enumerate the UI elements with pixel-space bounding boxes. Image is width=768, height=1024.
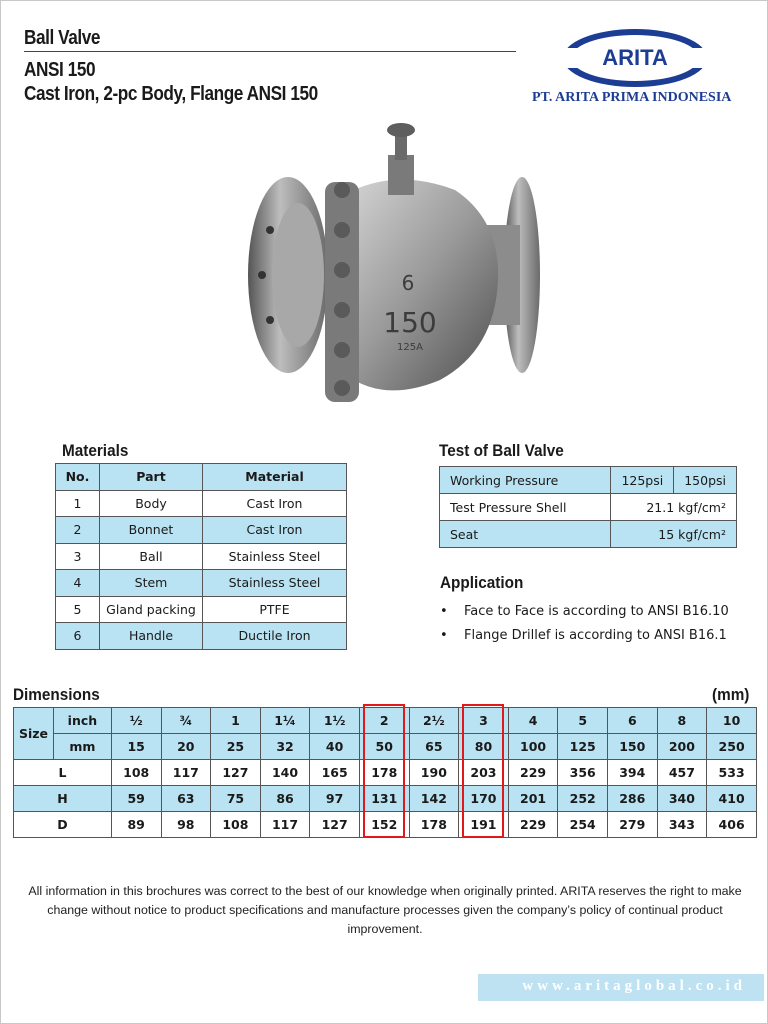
application-heading: Application: [440, 573, 524, 592]
table-row: D 89 98 108 117 127 152 178 191 229 254 279 343 406: [14, 812, 757, 838]
materials-heading: Materials: [62, 441, 129, 460]
disclaimer-text: All information in this brochures was correct to the best of our knowledge when originally printed. ARITA reserves the right to make change without notice to product specifications and manufacture processes given the company’s policy of continual product improvement.: [28, 884, 742, 936]
table-row: 5 Gland packing PTFE: [56, 596, 347, 623]
website-banner: [478, 974, 764, 1001]
product-description: Cast Iron, 2-pc Body, Flange ANSI 150: [24, 83, 318, 105]
mm-label: mm: [53, 734, 111, 760]
highlight-size-3: [462, 704, 504, 838]
col-part: Part: [100, 464, 203, 491]
table-row: Test Pressure Shell 21.1 kgf/cm²: [440, 494, 737, 521]
table-row: 4 Stem Stainless Steel: [56, 570, 347, 597]
highlight-size-2: [363, 704, 405, 838]
table-row: 6 Handle Ductile Iron: [56, 623, 347, 650]
valve-marking-class: 150: [383, 306, 437, 339]
test-table: [439, 466, 737, 548]
dimensions-unit: (mm): [712, 685, 750, 704]
seat-label: Seat: [440, 521, 611, 548]
size-label: Size: [14, 708, 54, 760]
valve-marking-size: 6: [401, 271, 415, 295]
table-row: mm 15 20 25 32 40 50 65 80 100 125 150 200 250: [14, 734, 757, 760]
product-title: Ball Valve: [24, 27, 101, 49]
table-row: 2 Bonnet Cast Iron: [56, 517, 347, 544]
list-item: • Face to Face is according to ANSI B16.10: [440, 600, 729, 624]
logo-text: ARITA: [602, 45, 668, 70]
table-row: Seat 15 kgf/cm²: [440, 521, 737, 548]
table-row: Working Pressure 125psi 150psi: [440, 467, 737, 494]
arita-logo: [560, 26, 710, 90]
materials-table: [55, 463, 347, 650]
table-row: 3 Ball Stainless Steel: [56, 543, 347, 570]
company-name: PT. ARITA PRIMA INDONESIA: [532, 90, 732, 105]
title-block: [24, 26, 366, 106]
website-link[interactable]: www.aritaglobal.co.id: [522, 978, 746, 994]
shell-label: Test Pressure Shell: [440, 494, 611, 521]
col-no: No.: [56, 464, 100, 491]
working-pressure-label: Working Pressure: [440, 467, 611, 494]
inch-label: inch: [53, 708, 111, 734]
table-row: Size inch ½ ¾ 1 1¼ 1½ 2 2½ 3 4 5 6 8 10: [14, 708, 757, 734]
test-heading: Test of Ball Valve: [439, 441, 564, 460]
valve-marking-extra: 125A: [397, 342, 423, 353]
col-material: Material: [203, 464, 347, 491]
table-row: H 59 63 75 86 97 131 142 170 201 252 286 340 410: [14, 786, 757, 812]
product-standard: ANSI 150: [24, 59, 96, 81]
header-divider: [24, 51, 516, 52]
list-item: • Flange Drillef is according to ANSI B16.1: [440, 624, 729, 648]
dimensions-heading: Dimensions: [13, 685, 100, 704]
table-row: 1 Body Cast Iron: [56, 490, 347, 517]
application-list: [440, 600, 729, 648]
table-row: L 108 117 127 140 165 178 190 203 229 356 394 457 533: [14, 760, 757, 786]
ball-valve-image: [240, 120, 550, 420]
